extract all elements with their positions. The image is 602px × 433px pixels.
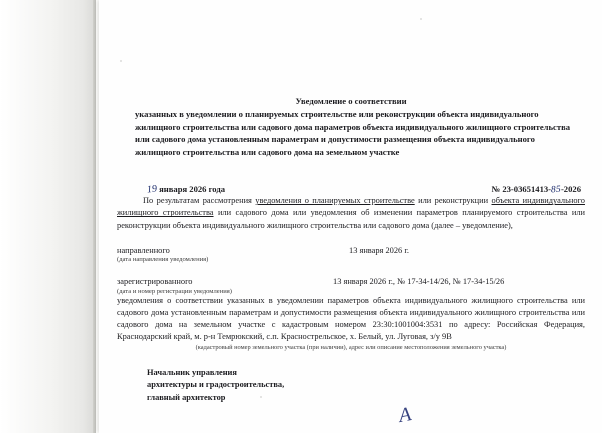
scan-speck (420, 18, 422, 20)
title-line-1: Уведомление о соответствии (295, 96, 407, 106)
signature-mark: А (397, 403, 413, 427)
field-sent-label-wrap (117, 245, 327, 256)
paragraph-1-tail: или садового дома или уведомления об изменении параметров планируемого строительства или реконструкции объекта индивидуального жилищного строительства или садового дома (далее – уведомление), (117, 208, 585, 230)
field-sent-label: направленного (117, 245, 170, 255)
paragraph-1 (117, 195, 585, 232)
paragraph-2: уведомления о соответствии указанных в уведомлении параметров объекта индивидуального жилищного строительства или садового дома установленным параметрам и допустимости размещения объекта индивидуального жилищного строительства или садового дома на земельном участке с кадастровым номером 23:30:1001004:3531 по адресу: Российская Федерация, Краснодарский край, м. р-н Темрюкский, с.п. Краснострельское, х. Белый, ул. Луговая, з/у 9В (117, 295, 585, 342)
title-body: указанных в уведомлении о планируемых строительстве или реконструкции объекта индивидуального жилищного строительства или садового дома параметров объекта индивидуального жилищного строительства или садового дома установленным параметрам и допустимости размещения объекта индивидуального жилищного строительства или садового дома на земельном участке (135, 109, 571, 157)
scan-speck (120, 60, 122, 62)
signer-line-1: Начальник управления (147, 368, 237, 378)
field-registered-label: зарегистрированного (117, 277, 193, 287)
signer-block (117, 367, 585, 404)
document-content (117, 0, 585, 433)
document-number (492, 184, 581, 195)
paragraph-1-mid: или реконструкции (414, 196, 492, 206)
scan-left-edge (0, 0, 96, 433)
field-sent (117, 245, 585, 263)
document-date (147, 184, 225, 195)
field-registered (117, 276, 585, 294)
field-registered-label-wrap (117, 276, 327, 287)
field-sent-row (117, 245, 585, 256)
document-title (117, 95, 585, 158)
paragraph-2-caption: (кадастровый номер земельного участка (при наличии), адрес или описание местоположения земельного участка) (195, 344, 507, 352)
signer-line-3: главный архитектор (147, 392, 226, 402)
document-sheet (99, 0, 602, 433)
paragraph-1-underline-1: уведомления о планируемых строительстве (255, 196, 415, 206)
scan-speck (260, 396, 262, 398)
field-sent-value: 13 января 2026 г. (349, 245, 409, 255)
signer-line-2: архитектуры и градостроительства, (147, 380, 285, 390)
field-registered-row (117, 276, 585, 287)
field-sent-caption: (дата направления уведомления) (117, 256, 209, 264)
number-prefix: № 23-03651413- (491, 184, 552, 195)
field-registered-caption: (дата и номер регистрации уведомления) (117, 287, 232, 295)
number-suffix: -2026 (560, 184, 581, 195)
paragraph-1-underline-2: объекта индивидуального жилищного строительства (117, 196, 585, 218)
date-and-number-row (117, 184, 585, 195)
paragraph-1-lead: По результатам рассмотрения (143, 196, 256, 206)
date-rest: января 2026 года (159, 184, 225, 195)
field-registered-value: 13 января 2026 г., № 17-34-14/26, № 17-34-15/26 (333, 277, 505, 287)
date-handwritten-day: 19 (146, 183, 158, 196)
number-handwritten: 85 (550, 184, 562, 196)
